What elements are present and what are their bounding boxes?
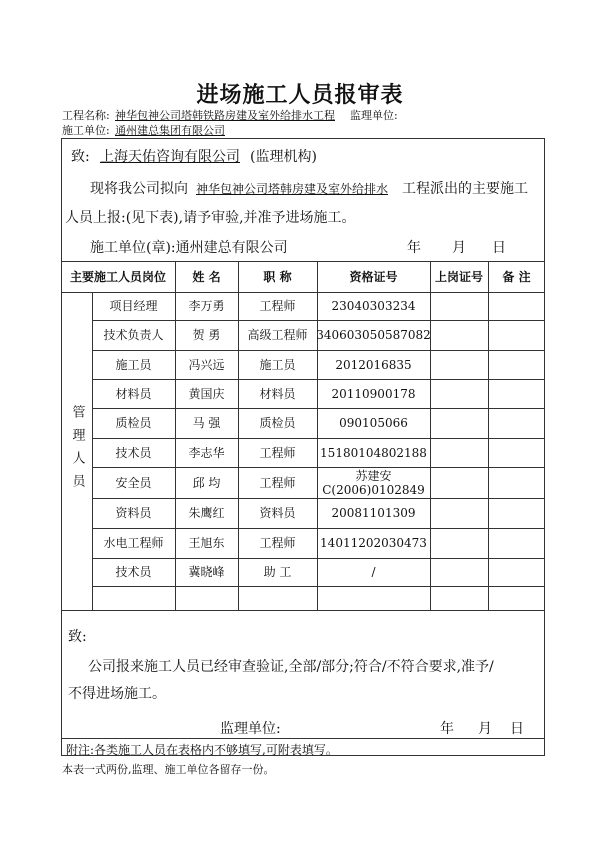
row-cert: 苏建安 C(2006)0102849 — [322, 468, 425, 497]
row-title: 资料员 — [259, 506, 296, 520]
row-name: 王旭东 — [188, 536, 225, 550]
row-name: 黄国庆 — [188, 386, 225, 401]
contractor-seal-label: 施工单位(章):通州建总有限公司 — [90, 240, 288, 256]
row-title: 材料员 — [259, 386, 296, 401]
row-cert: 23040303234 — [331, 299, 416, 313]
row-post: 水电工程师 — [103, 536, 164, 550]
supervisor-sign-label: 监理单位: — [220, 721, 281, 737]
row-title: 工程师 — [259, 445, 296, 460]
footnote: 附注:各类施工人员在表格内不够填写,可附表填写。 — [66, 743, 338, 757]
row-title: 施工员 — [259, 357, 296, 372]
row-post: 项目经理 — [109, 299, 158, 313]
body-line1-b: 工程派出的主要施工 — [402, 181, 528, 197]
row-name: 贺 勇 — [192, 328, 221, 342]
to-prefix-2: 致: — [68, 629, 87, 645]
row-post: 技术员 — [115, 565, 152, 579]
row-cert: / — [371, 565, 376, 579]
header-job-cert: 上岗证号 — [434, 269, 483, 284]
row-cert: 20110900178 — [331, 386, 416, 401]
row-name: 李志华 — [188, 445, 225, 460]
group-label: 管理人员 — [69, 405, 85, 497]
project-label: 工程名称: — [62, 109, 110, 122]
header-name: 姓 名 — [192, 269, 221, 284]
to-prefix: 致: — [71, 149, 90, 165]
row-title: 助 工 — [263, 565, 292, 579]
row-title: 工程师 — [259, 475, 296, 490]
row-title: 质检员 — [259, 416, 296, 430]
form-title: 进场施工人员报审表 — [196, 82, 404, 108]
row-title: 工程师 — [259, 299, 296, 313]
date-month: 月 — [452, 240, 466, 256]
body-line1-a: 现将我公司拟向 — [90, 181, 188, 197]
row-post: 技术员 — [115, 445, 152, 460]
row-name: 冀晓峰 — [188, 565, 225, 579]
row-name: 李万勇 — [188, 299, 225, 313]
divider — [61, 738, 545, 739]
row-cert: 340603050587082 — [316, 328, 431, 342]
supervisor-label-header: 监理单位: — [350, 109, 398, 122]
row-cert: 15180104802188 — [320, 445, 427, 460]
project-name: 神华包神公司塔韩铁路房建及室外给排水工程 — [115, 109, 335, 122]
body-line2: 人员上报:(见下表),请予审验,并准予进场施工。 — [65, 210, 356, 226]
date-year-2: 年 — [440, 721, 454, 737]
row-post: 材料员 — [115, 386, 152, 401]
row-post: 施工员 — [115, 357, 152, 372]
row-post: 技术负责人 — [103, 328, 164, 342]
approval-line1: 公司报来施工人员已经审查验证,全部/部分;符合/不符合要求,准予/ — [88, 659, 494, 675]
date-year: 年 — [407, 240, 421, 256]
row-post: 资料员 — [115, 506, 152, 520]
row-name: 冯兴远 — [188, 357, 225, 372]
date-day-2: 日 — [510, 721, 524, 737]
group-label-cell — [61, 292, 92, 610]
row-name: 邱 均 — [192, 475, 221, 490]
row-cert: 090105066 — [339, 416, 408, 430]
contractor-name: 通州建总集团有限公司 — [115, 124, 225, 137]
row-cert: 20081101309 — [331, 506, 416, 520]
row-name: 朱鹰红 — [188, 506, 225, 520]
row-cert: 14011202030473 — [320, 536, 427, 550]
header-title: 职 称 — [263, 269, 292, 284]
col-divider — [430, 261, 431, 610]
col-divider — [488, 261, 489, 610]
header-note: 备 注 — [502, 269, 531, 284]
header-cert: 资格证号 — [349, 269, 398, 284]
row-name: 马 强 — [192, 416, 221, 430]
date-month-2: 月 — [478, 721, 492, 737]
addressee: 上海天佑咨询有限公司 — [100, 149, 240, 165]
row-post: 安全员 — [115, 475, 152, 490]
addressee-suffix: (监理机构) — [250, 149, 317, 165]
contractor-label: 施工单位: — [62, 124, 110, 137]
approval-line2: 不得进场施工。 — [68, 686, 166, 702]
row-title: 工程师 — [259, 536, 296, 550]
bottom-note: 本表一式两份,监理、施工单位各留存一份。 — [62, 763, 275, 776]
row-post: 质检员 — [115, 416, 152, 430]
date-day: 日 — [492, 240, 506, 256]
row-cert: 2012016835 — [335, 357, 412, 372]
header-post: 主要施工人员岗位 — [69, 269, 166, 284]
row-title: 高级工程师 — [247, 328, 308, 342]
divider — [61, 610, 545, 611]
body-project: 神华包神公司塔韩房建及室外给排水 — [196, 182, 389, 196]
